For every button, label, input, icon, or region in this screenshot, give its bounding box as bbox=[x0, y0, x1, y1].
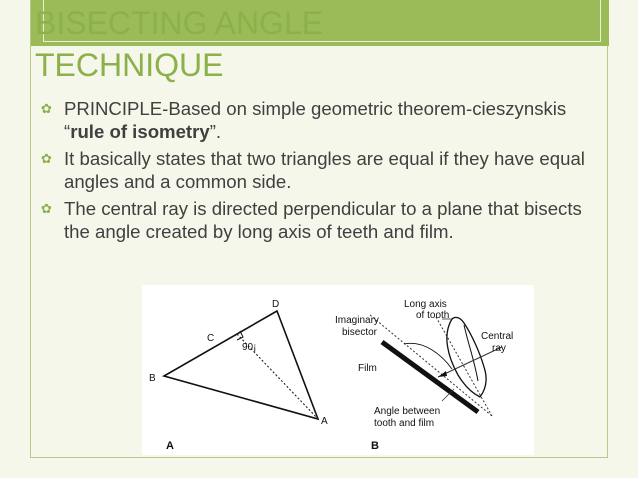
imaginary-bisector-label-2: bisector bbox=[342, 327, 378, 338]
bullet-text: It basically states that two triangles are equal if they have equal angles and a common side. bbox=[64, 148, 585, 192]
flourish-bullet-icon: ✿ bbox=[41, 201, 52, 216]
bullet-text-bold: rule of isometry bbox=[70, 121, 210, 142]
flourish-bullet-icon: ✿ bbox=[41, 151, 52, 166]
vertex-d-label: D bbox=[272, 299, 280, 310]
triangle bbox=[164, 311, 318, 419]
bullet-item-principle bbox=[40, 97, 600, 143]
bullet-list bbox=[40, 97, 600, 247]
angle-between-label-1: Angle between bbox=[374, 406, 441, 417]
film-label: Film bbox=[358, 363, 377, 374]
panel-a-caption: A bbox=[166, 440, 174, 452]
central-ray-label-2: ray bbox=[492, 343, 506, 354]
vertex-b-label: B bbox=[149, 373, 156, 384]
angle-between-label-2: tooth and film bbox=[374, 418, 435, 429]
imaginary-bisector-label-1: Imaginary bbox=[335, 315, 379, 326]
panel-b bbox=[335, 299, 513, 452]
central-ray-label-1: Central bbox=[481, 331, 514, 342]
bullet-text-prefix: PRINCIPLE-Based on simple geometric theorem-cieszynskis “ bbox=[64, 98, 567, 142]
bullet-text: The central ray is directed perpendicular to a plane that bisects the angle created by long axis of teeth and film. bbox=[64, 198, 582, 242]
diagram-svg bbox=[142, 285, 534, 455]
vertex-c-label: C bbox=[207, 333, 215, 344]
bullet-item-central-ray bbox=[40, 197, 600, 243]
long-axis-label-1: Long axis bbox=[404, 299, 447, 310]
vertex-a-label: A bbox=[321, 416, 328, 427]
panel-b-caption: B bbox=[371, 440, 379, 452]
long-axis-label-2: of tooth bbox=[416, 310, 450, 321]
film-bar bbox=[382, 342, 478, 412]
imaginary-bisector-line bbox=[370, 315, 492, 416]
bullet-text-suffix: ”. bbox=[209, 121, 222, 142]
slide-title: BISECTING ANGLE TECHNIQUE bbox=[35, 5, 324, 83]
angle-90-label: 90¡ bbox=[242, 342, 257, 353]
flourish-bullet-icon: ✿ bbox=[41, 101, 52, 116]
bullet-item-triangles bbox=[40, 147, 600, 193]
diagram-figure bbox=[142, 285, 534, 455]
panel-a bbox=[149, 299, 328, 452]
